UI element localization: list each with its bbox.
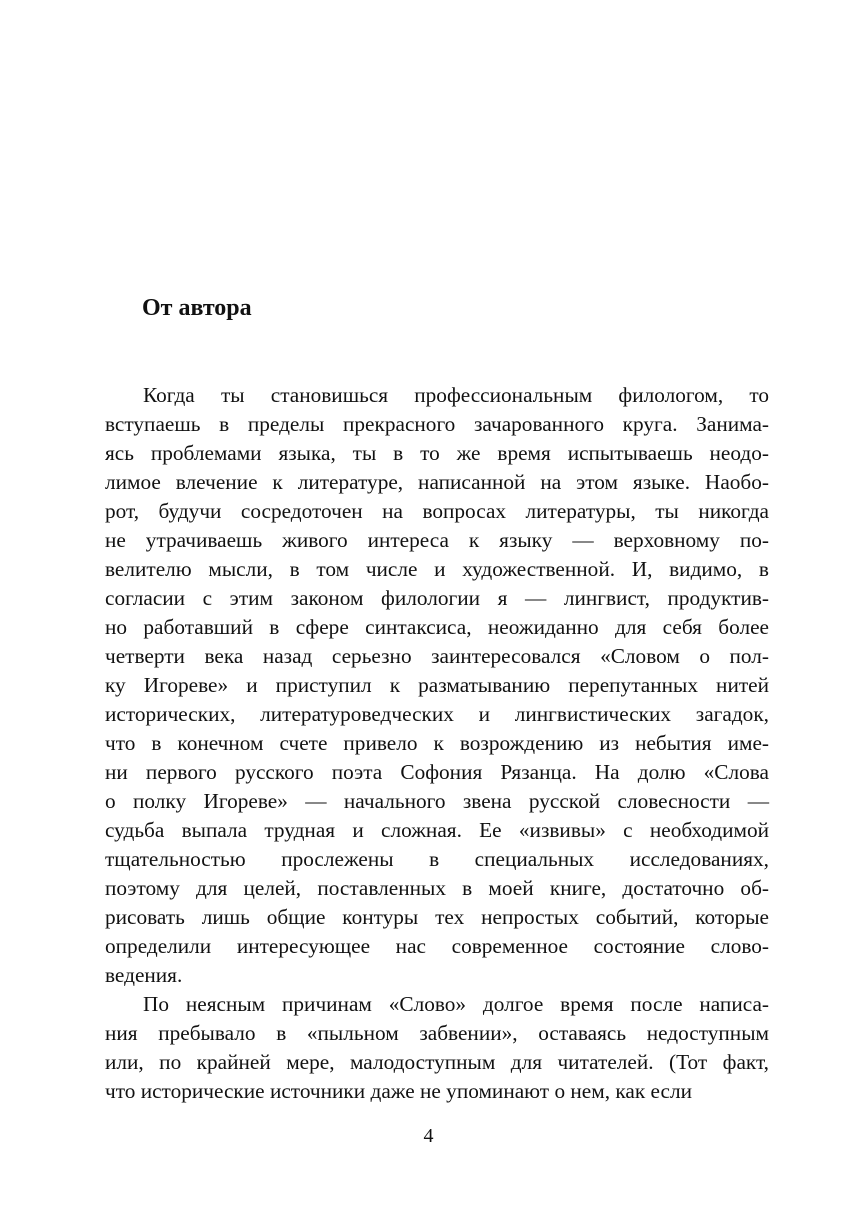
text-line: но работавший в сфере синтаксиса, неожиданно для себя более <box>105 615 769 639</box>
text-line: или, по крайней мере, малодоступным для читателей. (Тот факт, <box>105 1050 769 1074</box>
text-line: определили интересующее нас современное состояние слово- <box>105 934 769 958</box>
text-line: о полку Игореве» — начального звена русской словесности — <box>105 789 769 813</box>
text-line: рот, будучи сосредоточен на вопросах литературы, ты никогда <box>105 499 769 523</box>
text-line: поэтому для целей, поставленных в моей книге, достаточно об- <box>105 876 769 900</box>
paragraph <box>105 381 769 990</box>
text-line: что исторические источники даже не упоминают о нем, как если <box>105 1079 692 1103</box>
text-line: Когда ты становишься профессиональным филологом, то <box>143 383 769 407</box>
text-line: ния пребывало в «пыльном забвении», оставаясь недоступным <box>105 1021 769 1045</box>
text-line: лимое влечение к литературе, написанной на этом языке. Наобо- <box>105 470 769 494</box>
text-line: По неясным причинам «Слово» долгое время после написа- <box>143 992 769 1016</box>
text-line: рисовать лишь общие контуры тех непростых событий, которые <box>105 905 769 929</box>
text-line: велителю мысли, в том числе и художественной. И, видимо, в <box>105 557 769 581</box>
text-line: ни первого русского поэта Софония Рязанца. На долю «Слова <box>105 760 769 784</box>
text-line: что в конечном счете привело к возрождению из небытия име- <box>105 731 769 755</box>
text-line: не утрачиваешь живого интереса к языку — верховному по- <box>105 528 769 552</box>
body-text <box>105 381 769 1106</box>
text-line: вступаешь в пределы прекрасного зачарованного круга. Занима- <box>105 412 769 436</box>
text-line: тщательностью прослежены в специальных исследованиях, <box>105 847 769 871</box>
section-heading: От автора <box>142 295 252 321</box>
text-line: ведения. <box>105 963 183 987</box>
text-line: ясь проблемами языка, ты в то же время испытываешь неодо- <box>105 441 769 465</box>
text-line: ку Игореве» и приступил к разматыванию перепутанных нитей <box>105 673 769 697</box>
text-line: четверти века назад серьезно заинтересовался «Словом о пол- <box>105 644 769 668</box>
paragraph <box>105 990 769 1106</box>
text-line: судьба выпала трудная и сложная. Ее «извивы» с необходимой <box>105 818 769 842</box>
paragraphs <box>105 381 769 1106</box>
text-line: согласии с этим законом филологии я — лингвист, продуктив- <box>105 586 769 610</box>
text-line: исторических, литературоведческих и лингвистических загадок, <box>105 702 769 726</box>
page-number: 4 <box>423 1125 434 1147</box>
